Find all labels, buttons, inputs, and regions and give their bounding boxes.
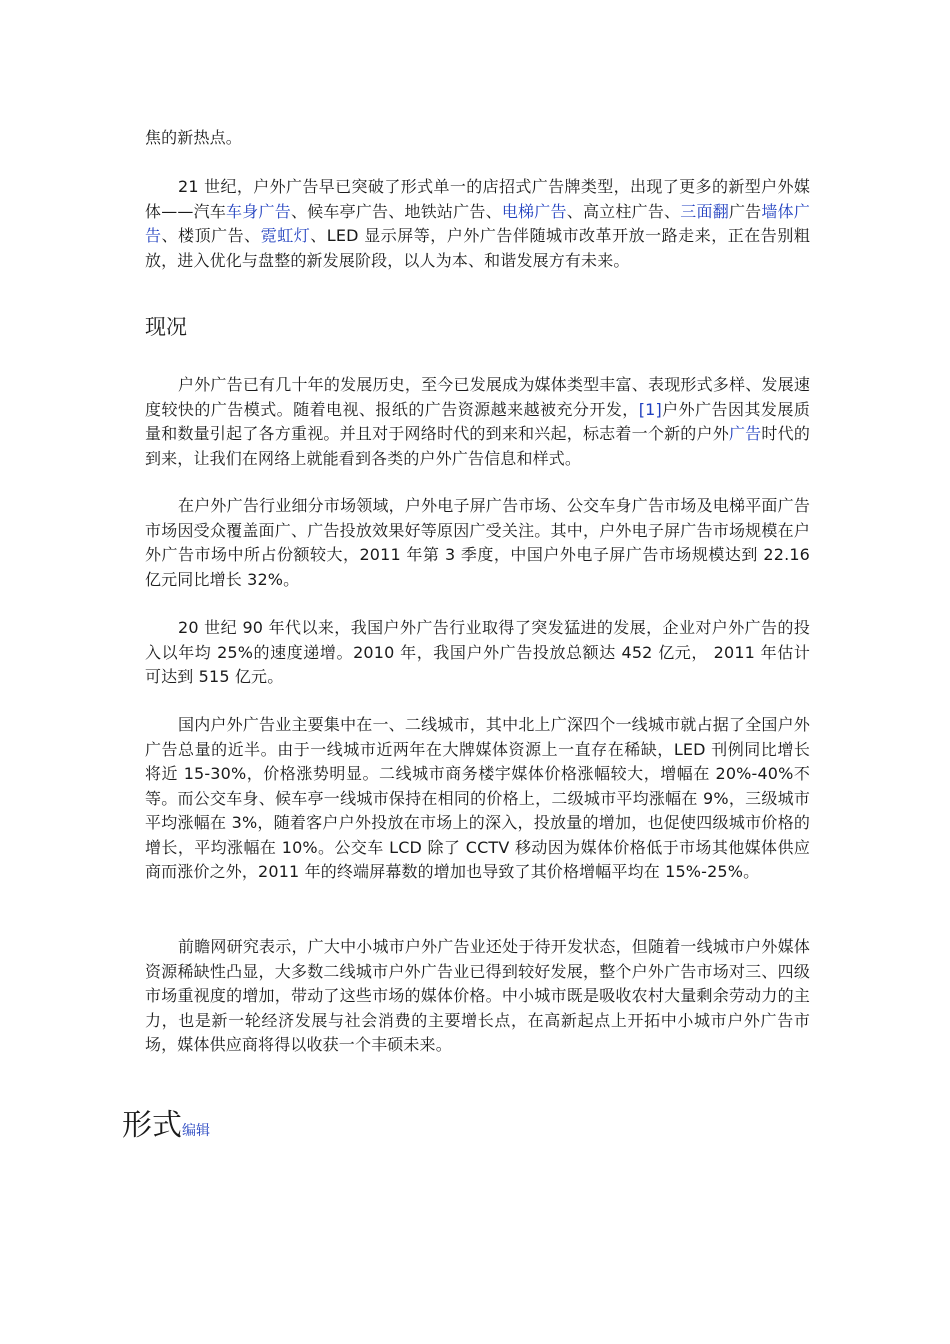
paragraph-segments: 在户外广告行业细分市场领域，户外电子屏广告市场、公交车身广告市场及电梯平面广告市场因受众覆盖面广、广告投放效果好等原因广受关注。其中，户外电子屏广告市场规模在户外广告市场中所占份额较大，2011 年第 3 季度，中国户外电子屏广告市场规模达到 22.16 亿元同比增长 32%。 — [145, 496, 810, 589]
section-heading-forms — [122, 1106, 210, 1151]
link-neon[interactable]: 霓虹灯 — [260, 226, 311, 245]
text: 、楼顶广告、 — [161, 226, 261, 245]
paragraph-continuation: 焦的新热点。 — [145, 128, 242, 147]
text: 21 世纪，户外广告早已突破了形式单一的店招式广告牌类型，出现了更多的新型户外媒体——汽车 — [145, 177, 810, 221]
edit-link[interactable]: 编辑 — [182, 1123, 210, 1139]
paragraph-21st-century — [145, 175, 810, 273]
link-car-body-ads[interactable]: 车身广告 — [226, 201, 291, 221]
paragraph-regional: 国内户外广告业主要集中在一、二线城市，其中北上广深四个一线城市就占据了全国户外广告总量的近半。由于一线城市近两年在大牌媒体资源上一直存在稀缺，LED 刊例同比增长将近 15-30%，价格涨势明显。二线城市商务楼宇媒体价格涨幅较大，增幅在 20%-40%不等。而公交车身、候车亭一线城市保持在相同的价格上，二级城市平均涨幅在 9%，三级城市平均涨幅在 3%，随着客户户外投放在市场上的深入，投放量的增加，也促使四级城市价格的增长，平均涨幅在 10%。公交车 LCD 除了 CCTV 移动因为媒体价格低于市场其他媒体供应商而涨价之外，2011 年的终端屏幕数的增加也导致了其价格增幅平均在 15%-25%。 — [145, 715, 810, 881]
link-wall-ads[interactable]: 墙体广告 — [145, 201, 810, 245]
paragraph-outlook: 前瞻网研究表示，广大中小城市户外广告业还处于待开发状态，但随着一线城市户外媒体资源稀缺性凸显，大多数二线城市户外广告业已得到较好发展，整个户外广告市场对三、四级市场重视度的增加，带动了这些市场的媒体价格。中小城市既是吸收农村大量剩余劳动力的主力，也是新一轮经济发展与社会消费的主要增长点，在高新起点上开拓中小城市户外广告市场，媒体供应商将得以收获一个丰硕未来。 — [145, 937, 810, 1054]
section-heading-status: 现况 — [145, 315, 187, 339]
link-elevator-ads[interactable]: 电梯广告 — [501, 201, 567, 221]
link-trivision[interactable]: 三面翻 — [680, 201, 729, 221]
link-ads[interactable]: 广告 — [728, 424, 762, 443]
text: 广告 — [728, 201, 762, 221]
text: 户外广告已有几十年的发展历史，至今已发展成为媒体类型丰富、表现形式多样、发展速度较快的广告模式。随着电视、报纸的广告资源越来越被充分开发， — [145, 375, 810, 419]
paragraph-growth: 20 世纪 90 年代以来，我国户外广告行业取得了突发猛进的发展，企业对户外广告的投入以年均 25%的速度递增。2010 年，我国户外广告投放总额达 452 亿元， 2011 年估计可达到 515 亿元。 — [145, 618, 810, 686]
text: 户外广告因其发展质量和数量引起了各方重视。并且对于网络时代的到来和兴起，标志着一个新的户外 — [145, 399, 810, 443]
text: 、高立柱广告、 — [566, 201, 681, 221]
text: 、候车亭广告、地铁站广告、 — [290, 201, 502, 221]
paragraph-history — [145, 373, 810, 471]
text: 、LED 显示屏等，户外广告伴随城市改革开放一路走来，正在告别粗放，进入优化与盘整的新发展阶段，以人为本、和谐发展方有未来。 — [145, 226, 810, 270]
text: 时代的到来，让我们在网络上就能看到各类的户外广告信息和样式。 — [145, 424, 810, 468]
heading-text: 形式 — [122, 1108, 182, 1143]
reference-link[interactable]: [1] — [638, 399, 662, 419]
